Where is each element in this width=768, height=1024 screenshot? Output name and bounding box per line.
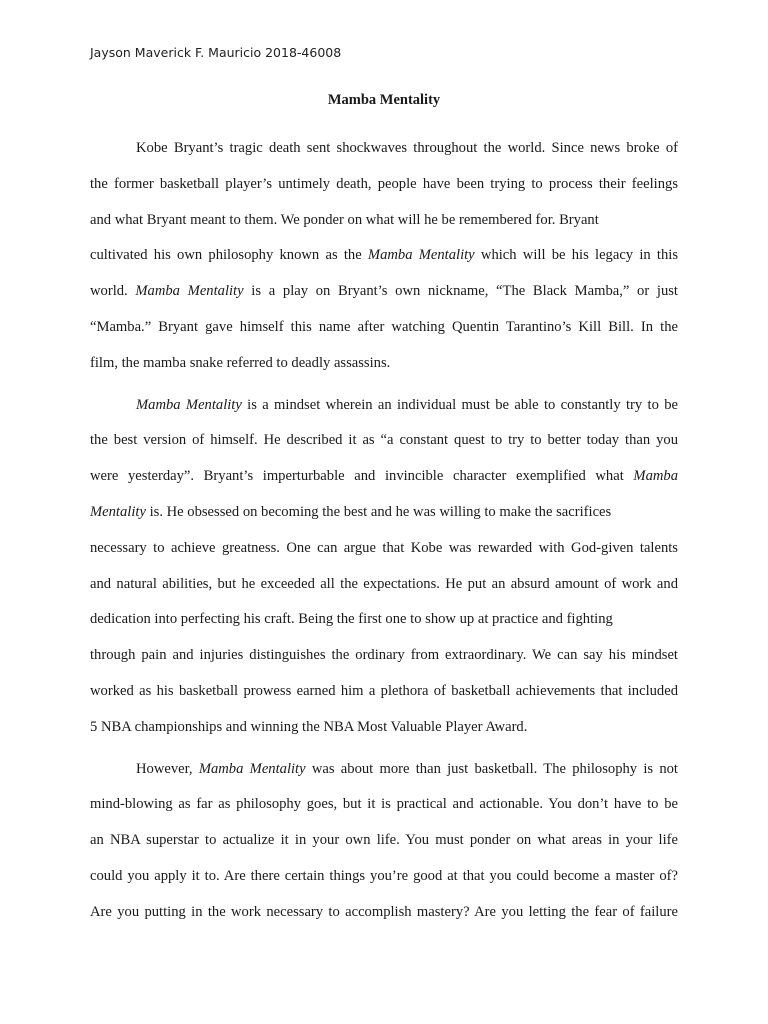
text-run: was about more than just basketball. The philosophy is not	[305, 760, 678, 777]
text-run: could you apply it to. Are there certain things you’re good at that you could become a master of?	[90, 868, 678, 884]
author-header: Jayson Maverick F. Mauricio 2018-46008	[90, 45, 342, 60]
italic-term: Mamba Mentality	[135, 283, 244, 300]
text-run: is a mindset wherein an individual must be able to constantly try to be	[241, 396, 678, 413]
text-run: and natural abilities, but he exceeded all the expectations. He put an absurd amount of work and	[90, 575, 678, 592]
italic-term: Mamba Mentality	[198, 760, 306, 777]
italic-term: Mamba Mentality	[367, 247, 475, 264]
text-run: film, the mamba snake referred to deadly assassins.	[90, 354, 391, 371]
paragraph-line	[90, 796, 678, 813]
italic-term: Mamba Mentality	[136, 396, 242, 413]
text-run: 5 NBA championships and winning the NBA Most Valuable Player Award.	[90, 718, 528, 735]
text-run: Kobe Bryant’s tragic death sent shockwaves throughout the world. Since news broke of	[136, 140, 678, 156]
paragraph-line	[90, 212, 599, 229]
paragraph-line	[90, 576, 678, 593]
text-run: cultivated his own philosophy known as the	[90, 247, 368, 264]
text-run: dedication into perfecting his craft. Being the first one to show up at practice and fighting	[90, 611, 613, 628]
text-run: the former basketball player’s untimely death, people have been trying to process their feelings	[90, 175, 678, 192]
paragraph-line	[90, 647, 678, 664]
paragraph-first-line	[136, 140, 678, 157]
text-run: world.	[90, 283, 136, 300]
text-run: worked as his basketball prowess earned him a plethora of basketball achievements that included	[90, 683, 678, 699]
paragraph-line	[90, 319, 678, 336]
text-run: and what Bryant meant to them. We ponder on what will he be remembered for. Bryant	[90, 211, 599, 228]
text-run: which will be his legacy in this	[474, 247, 678, 264]
text-run: However,	[136, 760, 199, 777]
text-run: were yesterday”. Bryant’s imperturbable and invincible character exemplified what	[90, 468, 634, 485]
paragraph-line	[90, 468, 678, 485]
text-run: “Mamba.” Bryant gave himself this name after watching Quentin Tarantino’s Kill Bill. In the	[90, 319, 678, 335]
paragraph-line	[90, 719, 527, 736]
italic-term: Mamba	[633, 468, 678, 485]
italic-term: Mentality	[90, 504, 146, 520]
paragraph-line	[90, 432, 678, 449]
paragraph-line	[90, 683, 678, 700]
paragraph-line	[90, 355, 390, 372]
paragraph-line	[90, 611, 613, 628]
page-title: Mamba Mentality	[327, 92, 441, 108]
paragraph-line	[90, 540, 678, 557]
text-run: through pain and injuries distinguishes the ordinary from extraordinary. We can say his mindset	[90, 647, 678, 664]
paragraph-line	[90, 283, 678, 300]
paragraph-line	[90, 504, 611, 521]
text-run: Are you putting in the work necessary to accomplish mastery? Are you letting the fear of failure	[90, 903, 678, 920]
text-run: necessary to achieve greatness. One can argue that Kobe was rewarded with God-given talents	[90, 539, 678, 556]
text-run: mind-blowing as far as philosophy goes, but it is practical and actionable. You don’t have to be	[90, 796, 678, 813]
paragraph-first-line	[136, 397, 678, 414]
paragraph-line	[90, 176, 678, 193]
paragraph-line	[90, 904, 678, 921]
paragraph-line	[90, 247, 678, 264]
text-run: an NBA superstar to actualize it in your own life. You must ponder on what areas in your life	[90, 832, 678, 849]
text-run: the best version of himself. He described it as “a constant quest to try to better today than you	[90, 432, 678, 449]
paragraph-line	[90, 868, 678, 885]
paragraph-line	[90, 832, 678, 849]
text-run: is a play on Bryant’s own nickname, “The Black Mamba,” or just	[243, 283, 678, 300]
text-run: is. He obsessed on becoming the best and he was willing to make the sacrifices	[145, 504, 612, 520]
paragraph-first-line	[136, 761, 678, 778]
